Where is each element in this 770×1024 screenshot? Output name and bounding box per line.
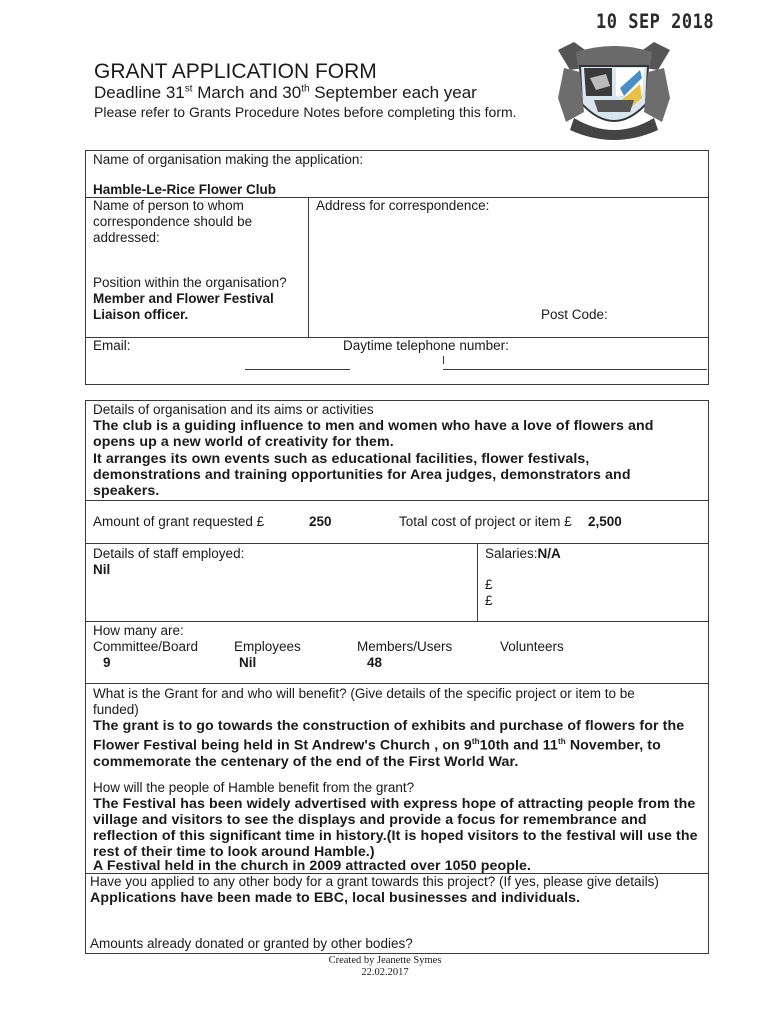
benefit-label: How will the people of Hamble benefit from the grant? [93,780,415,795]
divider [477,543,478,621]
salary-pound-2: £ [485,593,493,608]
employees-label: Employees [234,639,301,654]
coat-of-arms-icon [550,38,678,146]
salary-pound-1: £ [485,577,493,592]
email-entry-line[interactable] [245,369,350,370]
members-label: Members/Users [357,639,453,654]
grant-for-label: What is the Grant for and who will benefit? (Give details of the specific project or item to be funded) [93,686,635,717]
how-many-label: How many are: [93,623,184,638]
staff-value[interactable]: Nil [93,562,111,577]
staff-label: Details of staff employed: [93,546,245,561]
phone-entry-line[interactable] [443,369,707,370]
details-value-2[interactable]: It arranges its own events such as educational facilities, flower festivals, demonstrations and training opportunities for Area judges, demonstrators and speakers. [93,451,631,499]
committee-label: Committee/Board [93,639,199,654]
grant-requested-value[interactable]: 250 [309,514,332,529]
details-value-1[interactable]: The club is a guiding influence to men and women who have a love of flowers and opens up a new world of creativity for them. [93,418,654,450]
email-label: Email: [93,338,131,353]
form-title: GRANT APPLICATION FORM [94,60,377,83]
salaries-value[interactable]: N/A [537,546,561,561]
post-code-label: Post Code: [541,307,608,322]
org-name-label: Name of organisation making the application: [93,152,364,167]
grant-for-value[interactable]: The grant is to go towards the construction of exhibits and purchase of flowers for the Flower Festival being held in St Andrew's Church , on 9th10th and 11th November, to commemorate the centenary of the end of the First World War. [93,718,685,770]
members-value[interactable]: 48 [367,655,383,670]
employees-value[interactable]: Nil [239,655,257,670]
salaries-label: Salaries:N/A [485,546,561,561]
org-name-value[interactable]: Hamble-Le-Rice Flower Club [93,182,277,197]
refer-note: Please refer to Grants Procedure Notes before completing this form. [94,104,517,120]
committee-value[interactable]: 9 [103,655,111,670]
divider [85,621,708,622]
address-label: Address for correspondence: [316,198,490,213]
benefit-value-2[interactable]: A Festival held in the church in 2009 attracted over 1050 people. [93,858,532,874]
divider [85,500,708,501]
footer-created-by: Created by Jeanette Symes [328,955,442,966]
position-label: Position within the organisation? [93,275,287,290]
contact-person-label: Name of person to whom correspondence should be addressed: [93,198,253,245]
phone-tick [443,356,444,364]
phone-label: Daytime telephone number: [343,338,509,353]
divider [308,197,309,337]
other-body-label: Have you applied to any other body for a grant towards this project? (If yes, please give details) [90,874,659,889]
received-date-stamp: 10 SEP 2018 [596,10,715,34]
position-value[interactable]: Member and Flower Festival Liaison officer. [93,291,274,322]
donated-label: Amounts already donated or granted by other bodies? [90,936,413,951]
other-body-value[interactable]: Applications have been made to EBC, local businesses and individuals. [90,890,581,906]
total-cost-value[interactable]: 2,500 [588,514,622,529]
volunteers-label: Volunteers [500,639,564,654]
footer-date: 22.02.2017 [361,967,409,978]
footer [0,955,770,979]
details-label: Details of organisation and its aims or activities [93,402,374,417]
grant-requested-label: Amount of grant requested £ [93,514,265,529]
total-cost-label: Total cost of project or item £ [399,514,572,529]
benefit-value[interactable]: The Festival has been widely advertised with express hope of attracting people from the village and visitors to see the displays and provide a focus for remembrance and reflection of this significant time in history.(It is hoped visitors to the festival will use the rest of their time to look around Hamble.) [93,796,698,860]
divider [85,543,708,544]
divider [85,683,708,684]
deadline-line: Deadline 31st March and 30th September each year [94,83,477,102]
